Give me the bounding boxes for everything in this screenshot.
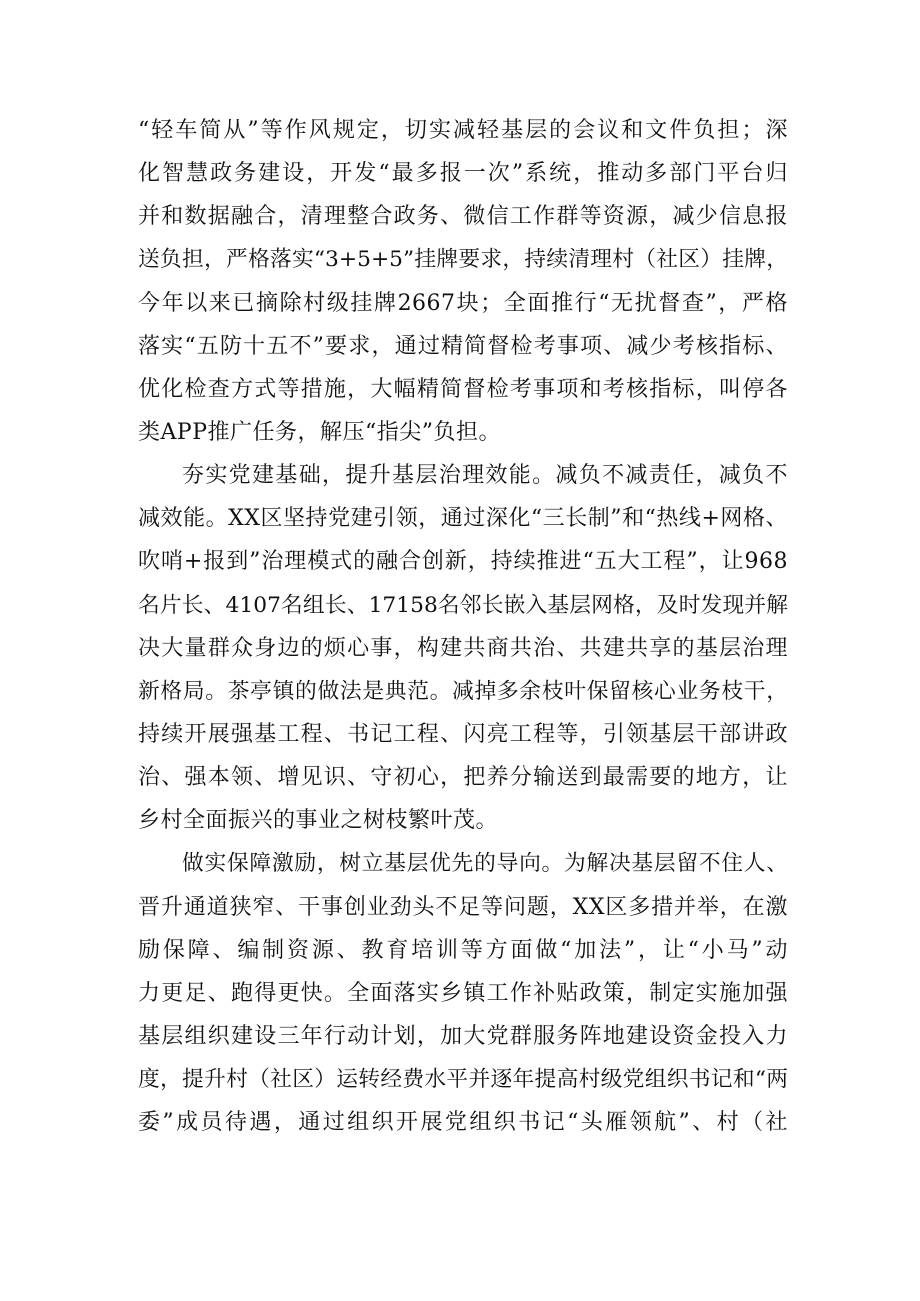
paragraph [138,842,788,1144]
paragraph-line: 基层组织建设三年行动计划，加大党群服务阵地建设资金投入力 [138,1023,788,1049]
paragraph-line: 决大量群众身边的烦心事，构建共商共治、共建共享的基层治理 [138,635,788,661]
paragraph-line: “轻车简从”等作风规定，切实减轻基层的会议和文件负担；深 [138,118,788,143]
paragraph-line: 新格局。茶亭镇的做法是典范。减掉多余枝叶保留核心业务枝干， [138,678,788,704]
paragraph-line: 委”成员待遇，通过组织开展党组织书记“头雁领航”、村（社 [138,1110,788,1136]
paragraph-line: 并和数据融合，清理整合政务、微信工作群等资源，减少信息报 [138,204,788,230]
paragraph-line: 化智慧政务建设，开发“最多报一次”系统，推动多部门平台归 [138,161,788,187]
paragraph-line: 今年以来已摘除村级挂牌2667块；全面推行“无扰督查”，严格 [138,290,788,316]
paragraph-line: 夯实党建基础，提升基层治理效能。减负不减责任，减负不 [182,463,788,489]
paragraph-line: 减效能。XX区坚持党建引领，通过深化“三长制”和“热线+网格、 [138,506,788,532]
paragraph-line: 治、强本领、增见识、守初心，把养分输送到最需要的地方，让 [138,765,788,791]
paragraph-line: 吹哨+报到”治理模式的融合创新，持续推进“五大工程”，让968 [138,549,788,575]
paragraph-line: 乡村全面振兴的事业之树枝繁叶茂。 [138,808,499,834]
paragraph-line: 类APP推广任务，解压“指尖”负担。 [138,419,501,445]
paragraph-line: 优化检查方式等措施，大幅精简督检考事项和考核指标，叫停各 [138,376,788,402]
body-text [138,109,788,1144]
paragraph [138,109,788,454]
paragraph-line: 晋升通道狭窄、干事创业劲头不足等问题，XX区多措并举，在激 [138,894,788,920]
paragraph-line: 力更足、跑得更快。全面落实乡镇工作补贴政策，制定实施加强 [138,980,788,1006]
paragraph [138,454,788,842]
paragraph-line: 落实“五防十五不”要求，通过精简督检考事项、减少考核指标、 [138,333,788,359]
paragraph-line: 度，提升村（社区）运转经费水平并逐年提高村级党组织书记和“两 [138,1067,788,1093]
paragraph-line: 做实保障激励，树立基层优先的导向。为解决基层留不住人、 [182,851,788,877]
paragraph-line: 名片长、4107名组长、17158名邻长嵌入基层网格，及时发现并解 [138,592,788,618]
paragraph-line: 持续开展强基工程、书记工程、闪亮工程等，引领基层干部讲政 [138,721,788,747]
paragraph-line: 励保障、编制资源、教育培训等方面做“加法”，让“小马”动 [138,937,788,963]
paragraph-line: 送负担，严格落实“3+5+5”挂牌要求，持续清理村（社区）挂牌， [138,247,788,273]
